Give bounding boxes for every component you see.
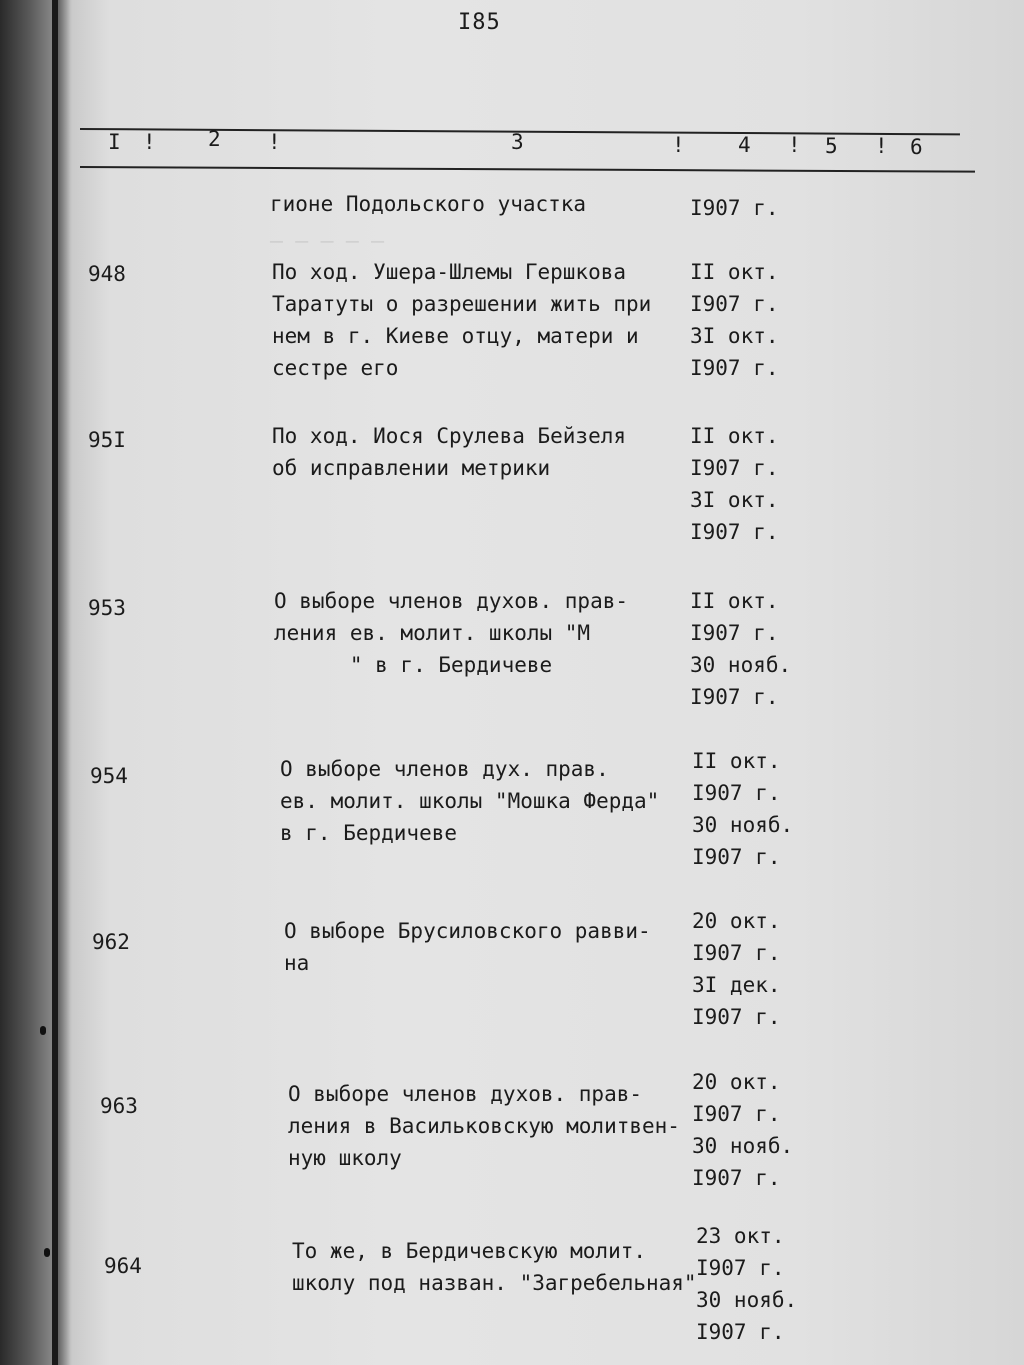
column-header-6: 6 [910, 135, 923, 159]
column-separator: ! [788, 133, 801, 157]
row-description: По ход. Иося Срулева Бейзеля об исправлении метрики [272, 424, 627, 480]
row-description: О выборе членов дух. прав. ев. молит. школы "Мошка Ферда" в г. Бердичеве [280, 757, 660, 845]
row-description: По ход. Ушера-Шлемы Гершкова Таратуты о разрешении жить при нем в г. Киеве отцу, матери и сестре его [272, 260, 652, 380]
row-dates: II окт. I907 г. 3I окт. I907 г. [690, 260, 779, 380]
row-dates: II окт. I907 г. 30 нояб. I907 г. [690, 589, 792, 709]
row-dates: 20 окт. I907 г. 30 нояб. I907 г. [692, 1070, 794, 1190]
bleed-through: ─ ─ ─ ─ ─ [270, 230, 384, 254]
header-rule-bottom [80, 166, 975, 173]
row-description: гионе Подольского участка [270, 192, 587, 216]
column-header-1: I [108, 130, 121, 154]
column-header-5: 5 [825, 134, 838, 158]
row-dates: 20 окт. I907 г. 3I дек. I907 г. [692, 909, 781, 1029]
row-number: 954 [90, 764, 128, 788]
page-number: I85 [458, 10, 501, 35]
row-description: О выборе членов духов. прав- ления в Васильковскую молитвен- ную школу [288, 1082, 680, 1170]
row-number: 953 [88, 596, 126, 620]
scan-speck [40, 1026, 46, 1035]
row-description: О выборе Брусиловского равви- на [284, 919, 651, 975]
row-number: 964 [104, 1254, 142, 1278]
column-header-3: 3 [511, 130, 524, 154]
row-dates: I907 г. [690, 196, 779, 220]
row-description: То же, в Бердичевскую молит. школу под назван. "Загребельная" [292, 1239, 697, 1295]
column-separator: ! [143, 130, 156, 154]
row-number: 963 [100, 1094, 138, 1118]
row-number: 962 [92, 930, 130, 954]
column-header-2: 2 [208, 127, 221, 151]
scan-speck [44, 1248, 50, 1257]
row-number: 948 [88, 262, 126, 286]
row-dates: II окт. I907 г. 3I окт. I907 г. [690, 424, 779, 544]
row-dates: II окт. I907 г. 30 нояб. I907 г. [692, 749, 794, 869]
row-number: 95I [88, 428, 126, 452]
row-description: О выборе членов духов. прав- ления ев. молит. школы "М " в г. Бердичеве [274, 589, 629, 677]
column-separator: ! [875, 134, 888, 158]
binding-shadow [58, 0, 72, 1365]
row-dates: 23 окт. I907 г. 30 нояб. I907 г. [696, 1224, 798, 1344]
column-separator: ! [268, 130, 281, 154]
column-header-4: 4 [738, 133, 751, 157]
column-separator: ! [672, 133, 685, 157]
